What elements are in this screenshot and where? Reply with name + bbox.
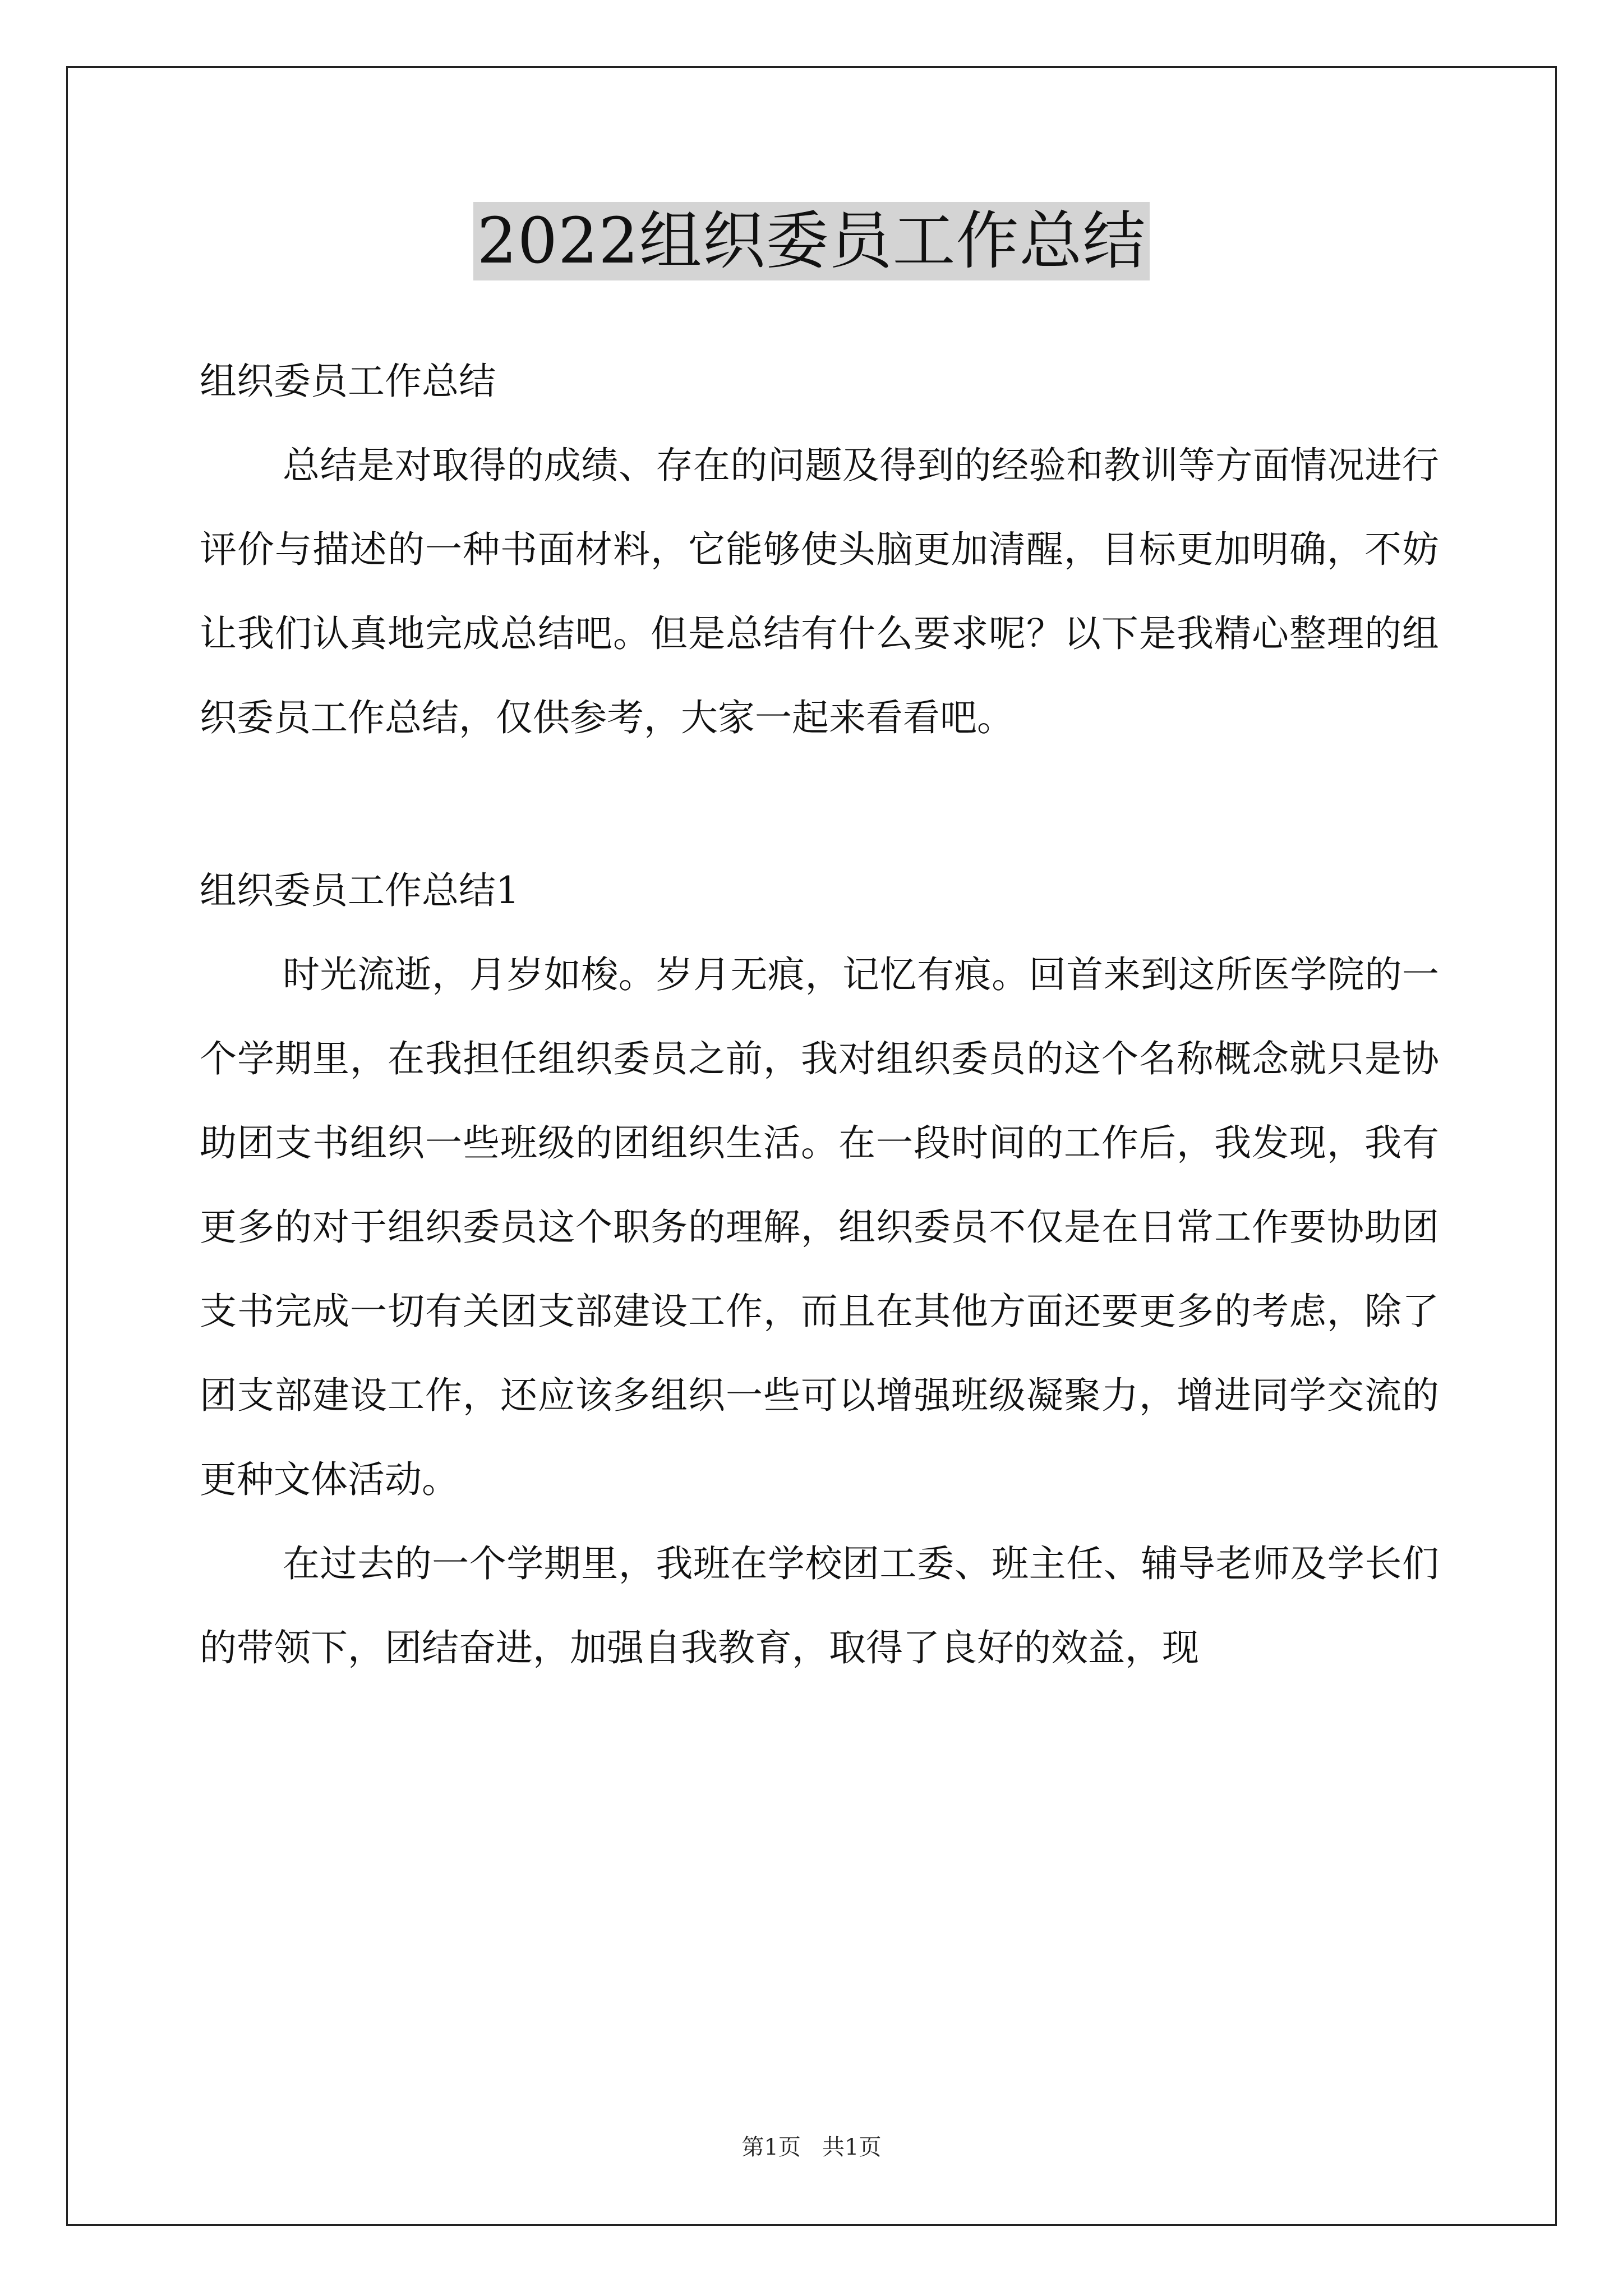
title-container	[0, 202, 1623, 280]
body-paragraph: 在过去的一个学期里，我班在学校团工委、班主任、辅导老师及学长们的带领下，团结奋进，加强自我教育，取得了良好的效益，现	[200, 1542, 1439, 1669]
section-heading: 组织委员工作总结1	[200, 869, 519, 912]
page-number: 第1页 共1页	[741, 2134, 882, 2160]
document-subtitle: 组织委员工作总结	[200, 360, 496, 403]
document-body	[200, 339, 1439, 1690]
intro-paragraph: 总结是对取得的成绩、存在的问题及得到的经验和教训等方面情况进行评价与描述的一种书面材料，它能够使头脑更加清醒，目标更加明确，不妨让我们认真地完成总结吧。但是总结有什么要求呢？以下是我精心整理的组织委员工作总结，仅供参考，大家一起来看看吧。	[200, 444, 1439, 739]
body-paragraph: 时光流逝，月岁如梭。岁月无痕，记忆有痕。回首来到这所医学院的一个学期里，在我担任组织委员之前，我对组织委员的这个名称概念就只是协助团支书组织一些班级的团组织生活。在一段时间的工作后，我发现，我有更多的对于组织委员这个职务的理解，组织委员不仅是在日常工作要协助团支书完成一切有关团支部建设工作，而且在其他方面还要更多的考虑，除了团支部建设工作，还应该多组织一些可以增强班级凝聚力，增进同学交流的更种文体活动。	[200, 953, 1439, 1501]
section-spacer	[200, 760, 1439, 849]
document-title: 2022组织委员工作总结	[473, 202, 1149, 280]
